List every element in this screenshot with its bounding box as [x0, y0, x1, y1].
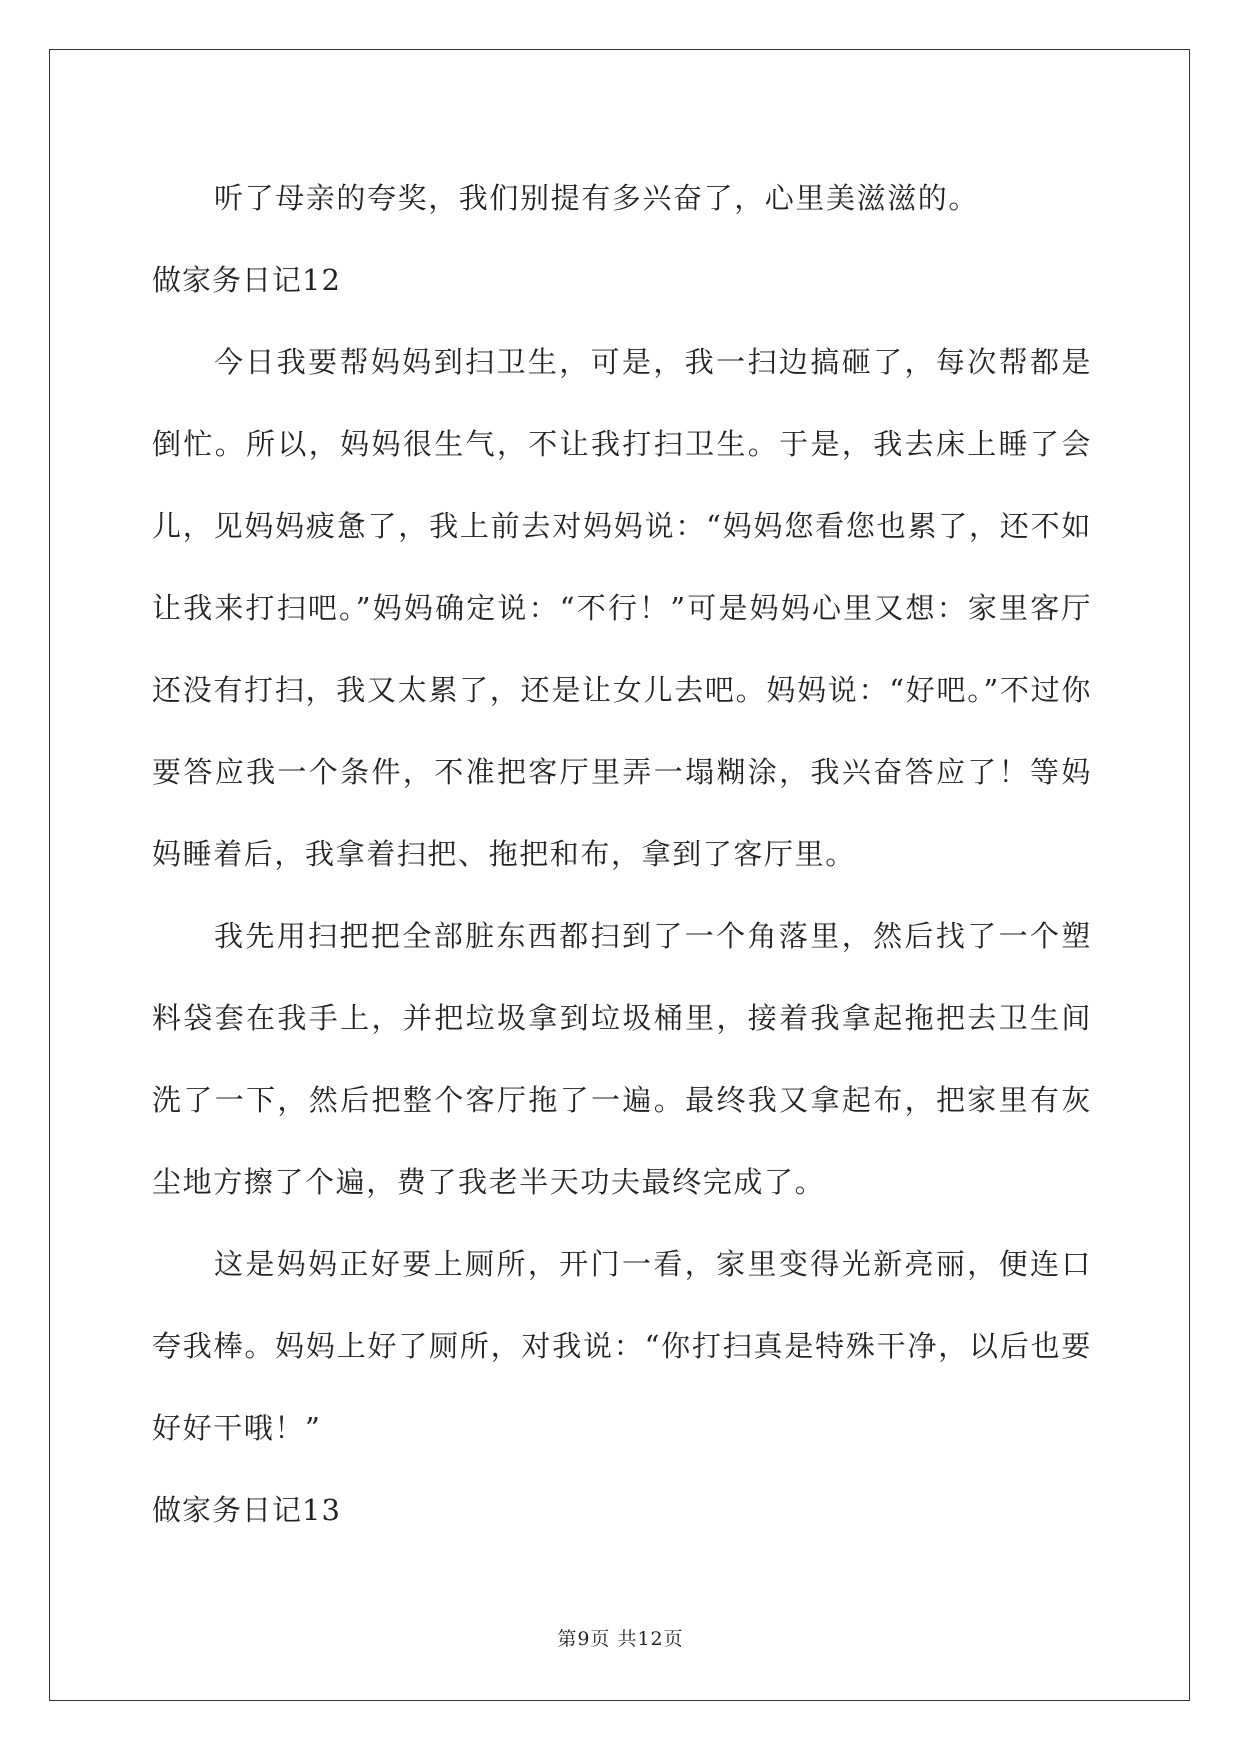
- page-number-footer: 第9页 共12页: [557, 1628, 684, 1650]
- paragraph: 听了母亲的夸奖，我们别提有多兴奋了，心里美滋滋的。: [214, 181, 980, 215]
- paragraph: 今日我要帮妈妈到扫卫生，可是，我一扫边搞砸了，每次帮都是倒忙。所以，妈妈很生气，不让我打扫卫生。于是，我去床上睡了会儿，见妈妈疲惫了，我上前去对妈妈说：“妈妈您看您也累了，还不如让我来打扫吧。”妈妈确定说：“不行！”可是妈妈心里又想：家里客厅还没有打扫，我又太累了，还是让女儿去吧。妈妈说：“好吧。”不过你要答应我一个条件，不准把客厅里弄一塌糊涂，我兴奋答应了！等妈妈睡着后，我拿着扫把、拖把和布，拿到了客厅里。: [152, 345, 1092, 871]
- document-body: [152, 157, 1092, 1551]
- paragraph: 我先用扫把把全部脏东西都扫到了一个角落里，然后找了一个塑料袋套在我手上，并把垃圾拿到垃圾桶里，接着我拿起拖把去卫生间洗了一下，然后把整个客厅拖了一遍。最终我又拿起布，把家里有灰尘地方擦了个遍，费了我老半天功夫最终完成了。: [152, 919, 1092, 1199]
- section-heading: 做家务日记12: [152, 263, 341, 297]
- section-heading: 做家务日记13: [152, 1493, 341, 1527]
- paragraph: 这是妈妈正好要上厕所，开门一看，家里变得光新亮丽，便连口夸我棒。妈妈上好了厕所，对我说：“你打扫真是特殊干净，以后也要好好干哦！”: [152, 1247, 1092, 1445]
